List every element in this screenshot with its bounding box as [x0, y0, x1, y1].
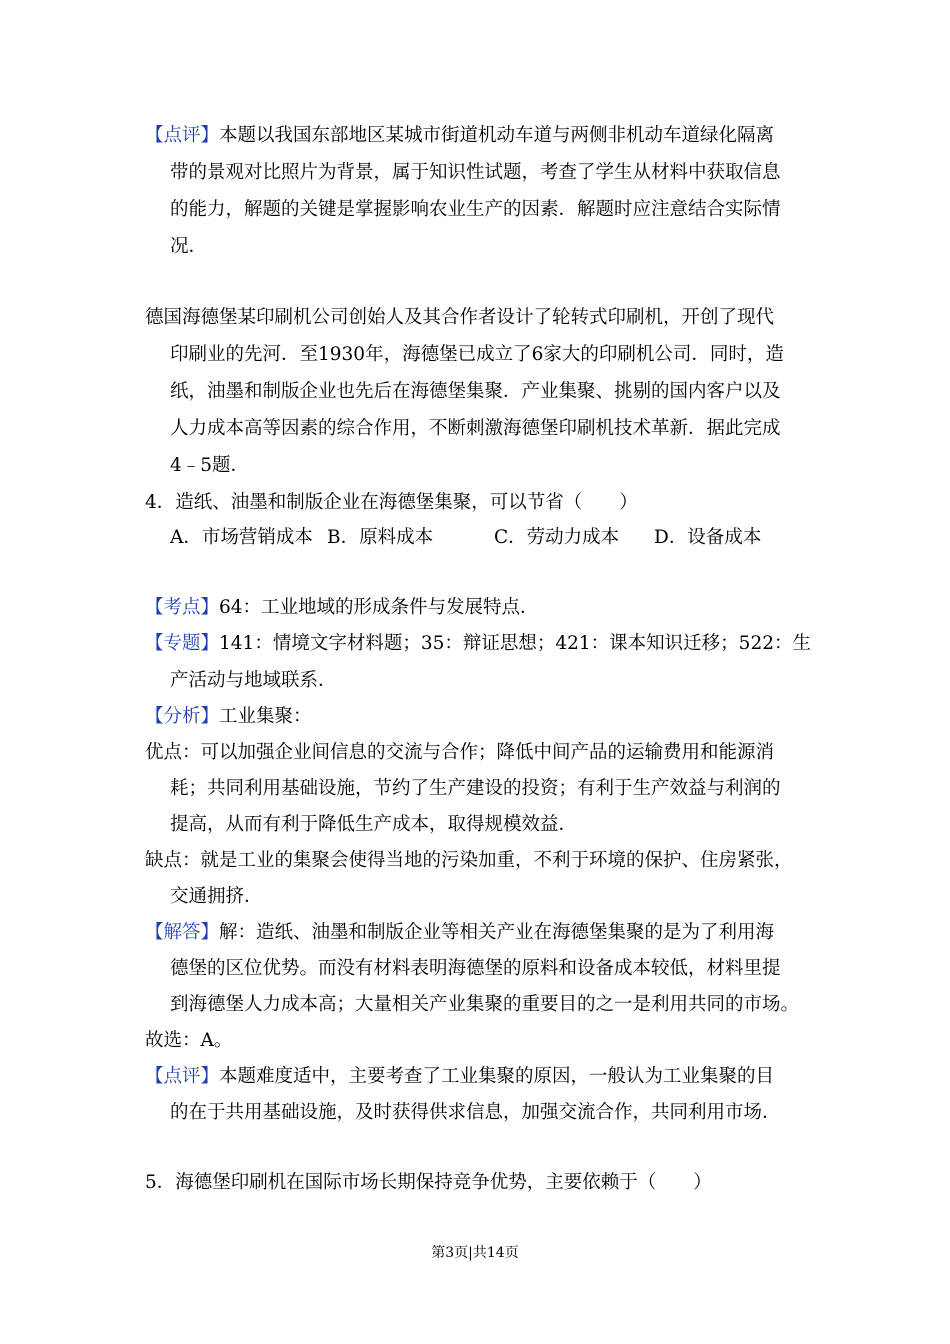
jieda-line1	[145, 921, 774, 945]
jieda-text: 解：造纸、油墨和制版企业等相关产业在海德堡集聚的是为了利用海	[219, 922, 775, 943]
review1-line1	[145, 124, 774, 148]
jieda-line3: 到海德堡人力成本高；大量相关产业集聚的重要目的之一是利用共同的市场。	[170, 994, 800, 1015]
review1-text: 本题以我国东部地区某城市街道机动车道与两侧非机动车道绿化隔离	[219, 125, 775, 146]
disadvantage-line2: 交通拥挤．	[170, 886, 263, 907]
fenxi-tag: 【分析】	[145, 706, 220, 727]
zhuanti-line1	[145, 632, 811, 656]
material-line2: 印刷业的先河．至1930年，海德堡已成立了6家大的印刷机公司．同时，造	[170, 344, 784, 365]
advantage-line3: 提高，从而有利于降低生产成本，取得规模效益．	[170, 814, 578, 835]
zhuanti-text: 141：情境文字材料题；35：辩证思想；421：课本知识迁移；522：生	[219, 633, 811, 654]
review2-line1	[145, 1065, 774, 1089]
material-line5: 4﹣5题．	[170, 455, 250, 476]
review-tag: 【点评】	[145, 125, 220, 146]
review2-text: 本题难度适中，主要考查了工业集聚的原因，一般认为工业集聚的目	[219, 1066, 775, 1087]
kaodian-tag: 【考点】	[145, 597, 220, 618]
fenxi-text: 工业集聚：	[219, 706, 312, 727]
question-5-stem: 5．海德堡印刷机在国际市场长期保持竞争优势，主要依赖于（ ）	[145, 1172, 712, 1193]
fenxi-line	[145, 705, 312, 729]
q4-option-b: B．原料成本	[327, 527, 434, 548]
q4-option-d: D．设备成本	[654, 527, 762, 548]
q4-option-c: C．劳动力成本	[494, 527, 620, 548]
jieda-tag: 【解答】	[145, 922, 220, 943]
review1-line3: 的能力，解题的关键是掌握影响农业生产的因素．解题时应注意结合实际情	[170, 199, 781, 220]
review1-line2: 带的景观对比照片为背景，属于知识性试题，考查了学生从材料中获取信息	[170, 162, 781, 183]
review1-line4: 况．	[170, 236, 208, 257]
disadvantage-line1: 缺点：就是工业的集聚会使得当地的污染加重，不利于环境的保护、住房紧张，	[145, 850, 793, 871]
kaodian-text: 64：工业地域的形成条件与发展特点．	[219, 597, 539, 618]
material-line1: 德国海德堡某印刷机公司创始人及其合作者设计了轮转式印刷机，开创了现代	[145, 307, 775, 328]
question-4-stem: 4．造纸、油墨和制版企业在海德堡集聚，可以节省（ ）	[145, 492, 638, 513]
material-line4: 人力成本高等因素的综合作用，不断刺激海德堡印刷机技术革新．据此完成	[170, 418, 781, 439]
answer-line: 故选：A。	[145, 1030, 233, 1051]
advantage-line2: 耗；共同利用基础设施，节约了生产建设的投资；有利于生产效益与利润的	[170, 778, 781, 799]
kaodian-line	[145, 596, 539, 620]
material-line3: 纸，油墨和制版企业也先后在海德堡集聚．产业集聚、挑剔的国内客户以及	[170, 381, 781, 402]
jieda-line2: 德堡的区位优势。而没有材料表明海德堡的原料和设备成本较低，材料里提	[170, 958, 781, 979]
page-footer: 第3页|共14页	[431, 1245, 519, 1261]
advantage-line1: 优点：可以加强企业间信息的交流与合作；降低中间产品的运输费用和能源消	[145, 742, 775, 763]
q4-option-a: A．市场营销成本	[170, 527, 313, 548]
review-tag: 【点评】	[145, 1066, 220, 1087]
review2-line2: 的在于共用基础设施，及时获得供求信息，加强交流合作，共同利用市场．	[170, 1102, 781, 1123]
zhuanti-tag: 【专题】	[145, 633, 220, 654]
zhuanti-line2: 产活动与地域联系．	[170, 670, 337, 691]
